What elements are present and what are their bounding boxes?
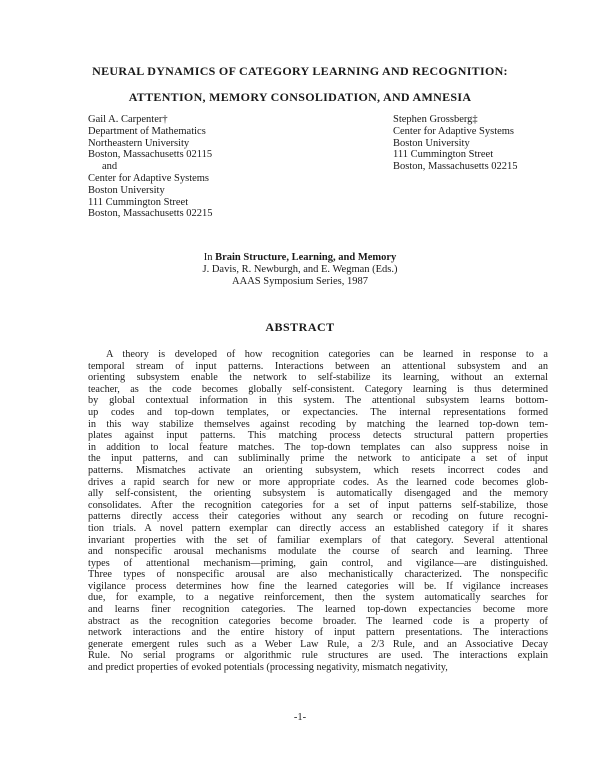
publication-book-title: Brain Structure, Learning, and Memory xyxy=(215,252,397,263)
author-name: Gail A. Carpenter† xyxy=(88,114,168,125)
abstract-line: Three types of nonspecific arousal are also mechanistically characterized. The nonspecific xyxy=(88,569,548,581)
author-block-left xyxy=(88,114,298,220)
abstract-line: the input patterns, and can subliminally prime the network to anticipate a set of input xyxy=(88,453,548,465)
abstract-line: patterns. Mismatches activate an orienting subsystem, which resets incorrect codes and xyxy=(88,464,548,476)
abstract-line: invariant properties with the set of familiar exemplars of that category. Several attentional xyxy=(88,534,548,546)
abstract-line: network interactions and the entire history of input pattern presentations. The interactions xyxy=(88,627,548,639)
abstract-line: temporal stream of input patterns. Interactions between an attentional subsystem and an xyxy=(88,360,548,372)
paper-title-line-1: NEURAL DYNAMICS OF CATEGORY LEARNING AND RECOGNITION: xyxy=(92,64,508,78)
author-block-right xyxy=(393,114,573,173)
abstract-line: up codes and top-down templates, or expectancies. The internal representations formed xyxy=(88,406,548,418)
abstract-line: drives a rapid search for new or more appropriate codes. As the learned code becomes glob- xyxy=(88,476,548,488)
abstract-heading: ABSTRACT xyxy=(265,320,335,334)
abstract-line: types of attentional mechanism—priming, gain control, and vigilance—are distinguished. xyxy=(88,557,548,569)
abstract-line: plates against input patterns. This matching process detects structural pattern properties xyxy=(88,430,548,442)
author-affiliation-line: Department of Mathematics xyxy=(88,125,206,137)
abstract-line: ally self-consistent, the orienting subsystem is automatically disengaged and the memory xyxy=(88,488,548,500)
abstract-line: A theory is developed of how recognition categories can be learned in response to a xyxy=(106,349,548,360)
abstract-line: teacher, as the code becomes globally self-consistent. Category learning is thus determined xyxy=(88,383,548,395)
abstract-line: orienting subsystem enable the network to self-stabilize its learning, without an external xyxy=(88,372,548,384)
abstract-line: in addition to local feature matches. The top-down templates can also suppress noise in xyxy=(88,441,548,453)
author-affiliation-line: 111 Cummington Street xyxy=(88,196,189,208)
publication-year: 1987 xyxy=(346,276,368,287)
publication-prefix: In xyxy=(203,252,213,263)
abstract-line: and nonspecific arousal mechanisms modulate the course of search and learning. Three xyxy=(88,546,548,558)
abstract-line: abstract as the recognition categories become broader. The learned code is a property of xyxy=(88,615,548,627)
abstract-line: patterns directly access their categories without any search or recoding on future recogni- xyxy=(88,511,548,523)
author-affiliation-line: Center for Adaptive Systems xyxy=(88,172,210,184)
publication-editors: J. Davis, R. Newburgh, and E. Wegman (Eds.) xyxy=(202,264,398,275)
abstract-line: by global contextual information in this system. The attentional subsystem learns bottom- xyxy=(88,395,548,407)
publication-series: AAAS Symposium Series, xyxy=(232,276,345,287)
author-affiliation-line: Center for Adaptive Systems xyxy=(393,125,515,137)
publication-info xyxy=(100,252,500,288)
author-affiliation-line: Northeastern University xyxy=(88,137,190,149)
abstract-line: generate emergent rules such as a Weber Law Rule, a 2/3 Rule, and an Associative Decay xyxy=(88,638,548,650)
author-affiliation-line: Boston University xyxy=(88,184,165,196)
author-and-conjunction: and xyxy=(102,161,118,173)
author-affiliation-line: Boston, Massachusetts 02115 xyxy=(88,149,213,161)
publication-book-line xyxy=(100,252,500,264)
abstract-line: vigilance process determines how fine the learned categories will be. If vigilance increases xyxy=(88,580,548,592)
author-name: Stephen Grossberg‡ xyxy=(393,114,478,125)
abstract-line: consolidates. After the recognition categories for a set of input patterns self-stabilize, those xyxy=(88,499,548,511)
author-affiliation-line: Boston University xyxy=(393,137,470,149)
abstract-line: in this way stabilize themselves against recoding by matching the learned top-down tem- xyxy=(88,418,548,430)
abstract-line: Rule. No serial programs or algorithmic rule structures are used. The interactions explain xyxy=(88,650,548,662)
abstract-line: and learns finer recognition categories. The learned top-down expectancies become more xyxy=(88,604,548,616)
paper-title-line-2: ATTENTION, MEMORY CONSOLIDATION, AND AMNESIA xyxy=(128,90,472,104)
abstract-line: tion trials. A novel pattern exemplar can directly access an established category if it shares xyxy=(88,522,548,534)
publication-series-line xyxy=(100,276,500,288)
page-number: -1- xyxy=(293,712,307,723)
abstract-line: and predict properties of evoked potentials (processing negativity, mismatch negativity, xyxy=(88,662,448,674)
author-affiliation-line: 111 Cummington Street xyxy=(393,149,494,161)
author-affiliation-line: Boston, Massachusetts 02215 xyxy=(393,161,518,173)
abstract-line: due, for example, to a negative reinforcement, then the system automatically searches for xyxy=(88,592,548,604)
author-affiliation-line: Boston, Massachusetts 02215 xyxy=(88,208,213,220)
abstract-body xyxy=(88,349,548,674)
